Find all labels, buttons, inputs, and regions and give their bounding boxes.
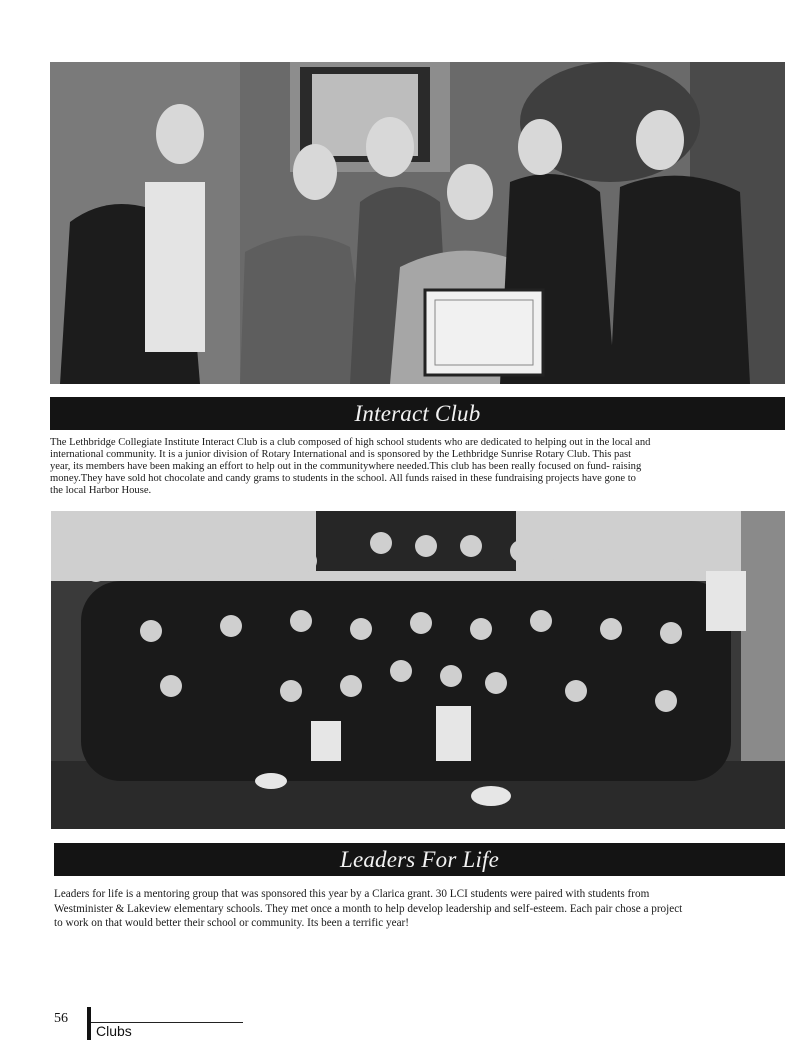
section-title-interact-club: Interact Club [50,397,785,430]
footer-section-label: Clubs [96,1023,132,1039]
paragraph-line: international community. It is a junior division of Rotary International and is sponsored by the Lethbridge Sunrise Rotary Club. This past [50,449,632,460]
leaders-for-life-photo [51,511,785,829]
section-title-leaders-for-life: Leaders For Life [54,843,785,876]
paragraph-line: the local Harbor House. [50,485,152,496]
page-number: 56 [54,1011,68,1026]
footer-divider-bar [87,1007,91,1040]
paragraph-line: to work on that would better their school or community. Its been a terrific year! [54,917,409,929]
interact-club-paragraph [50,437,785,497]
leaders-for-life-paragraph [54,887,785,931]
paragraph-line: Westminister & Lakeview elementary schools. They met once a month to help develop leadership and self-esteem. Each pair chose a project [54,902,683,915]
interact-club-photo [50,62,785,384]
paragraph-line: The Lethbridge Collegiate Institute Interact Club is a club composed of high school students who are dedicated to helping out in the local and [50,437,651,448]
paragraph-line: money.They have sold hot chocolate and candy grams to students in the school. All funds raised in these fundraising projects have gone to [50,473,636,484]
paragraph-line: Leaders for life is a mentoring group that was sponsored this year by a Clarica grant. 30 LCI students were paired with students from [54,888,650,900]
paragraph-line: year, its members have been making an effort to help out in the communitywhere needed.This club has been really focused on fund- raising [50,461,642,472]
